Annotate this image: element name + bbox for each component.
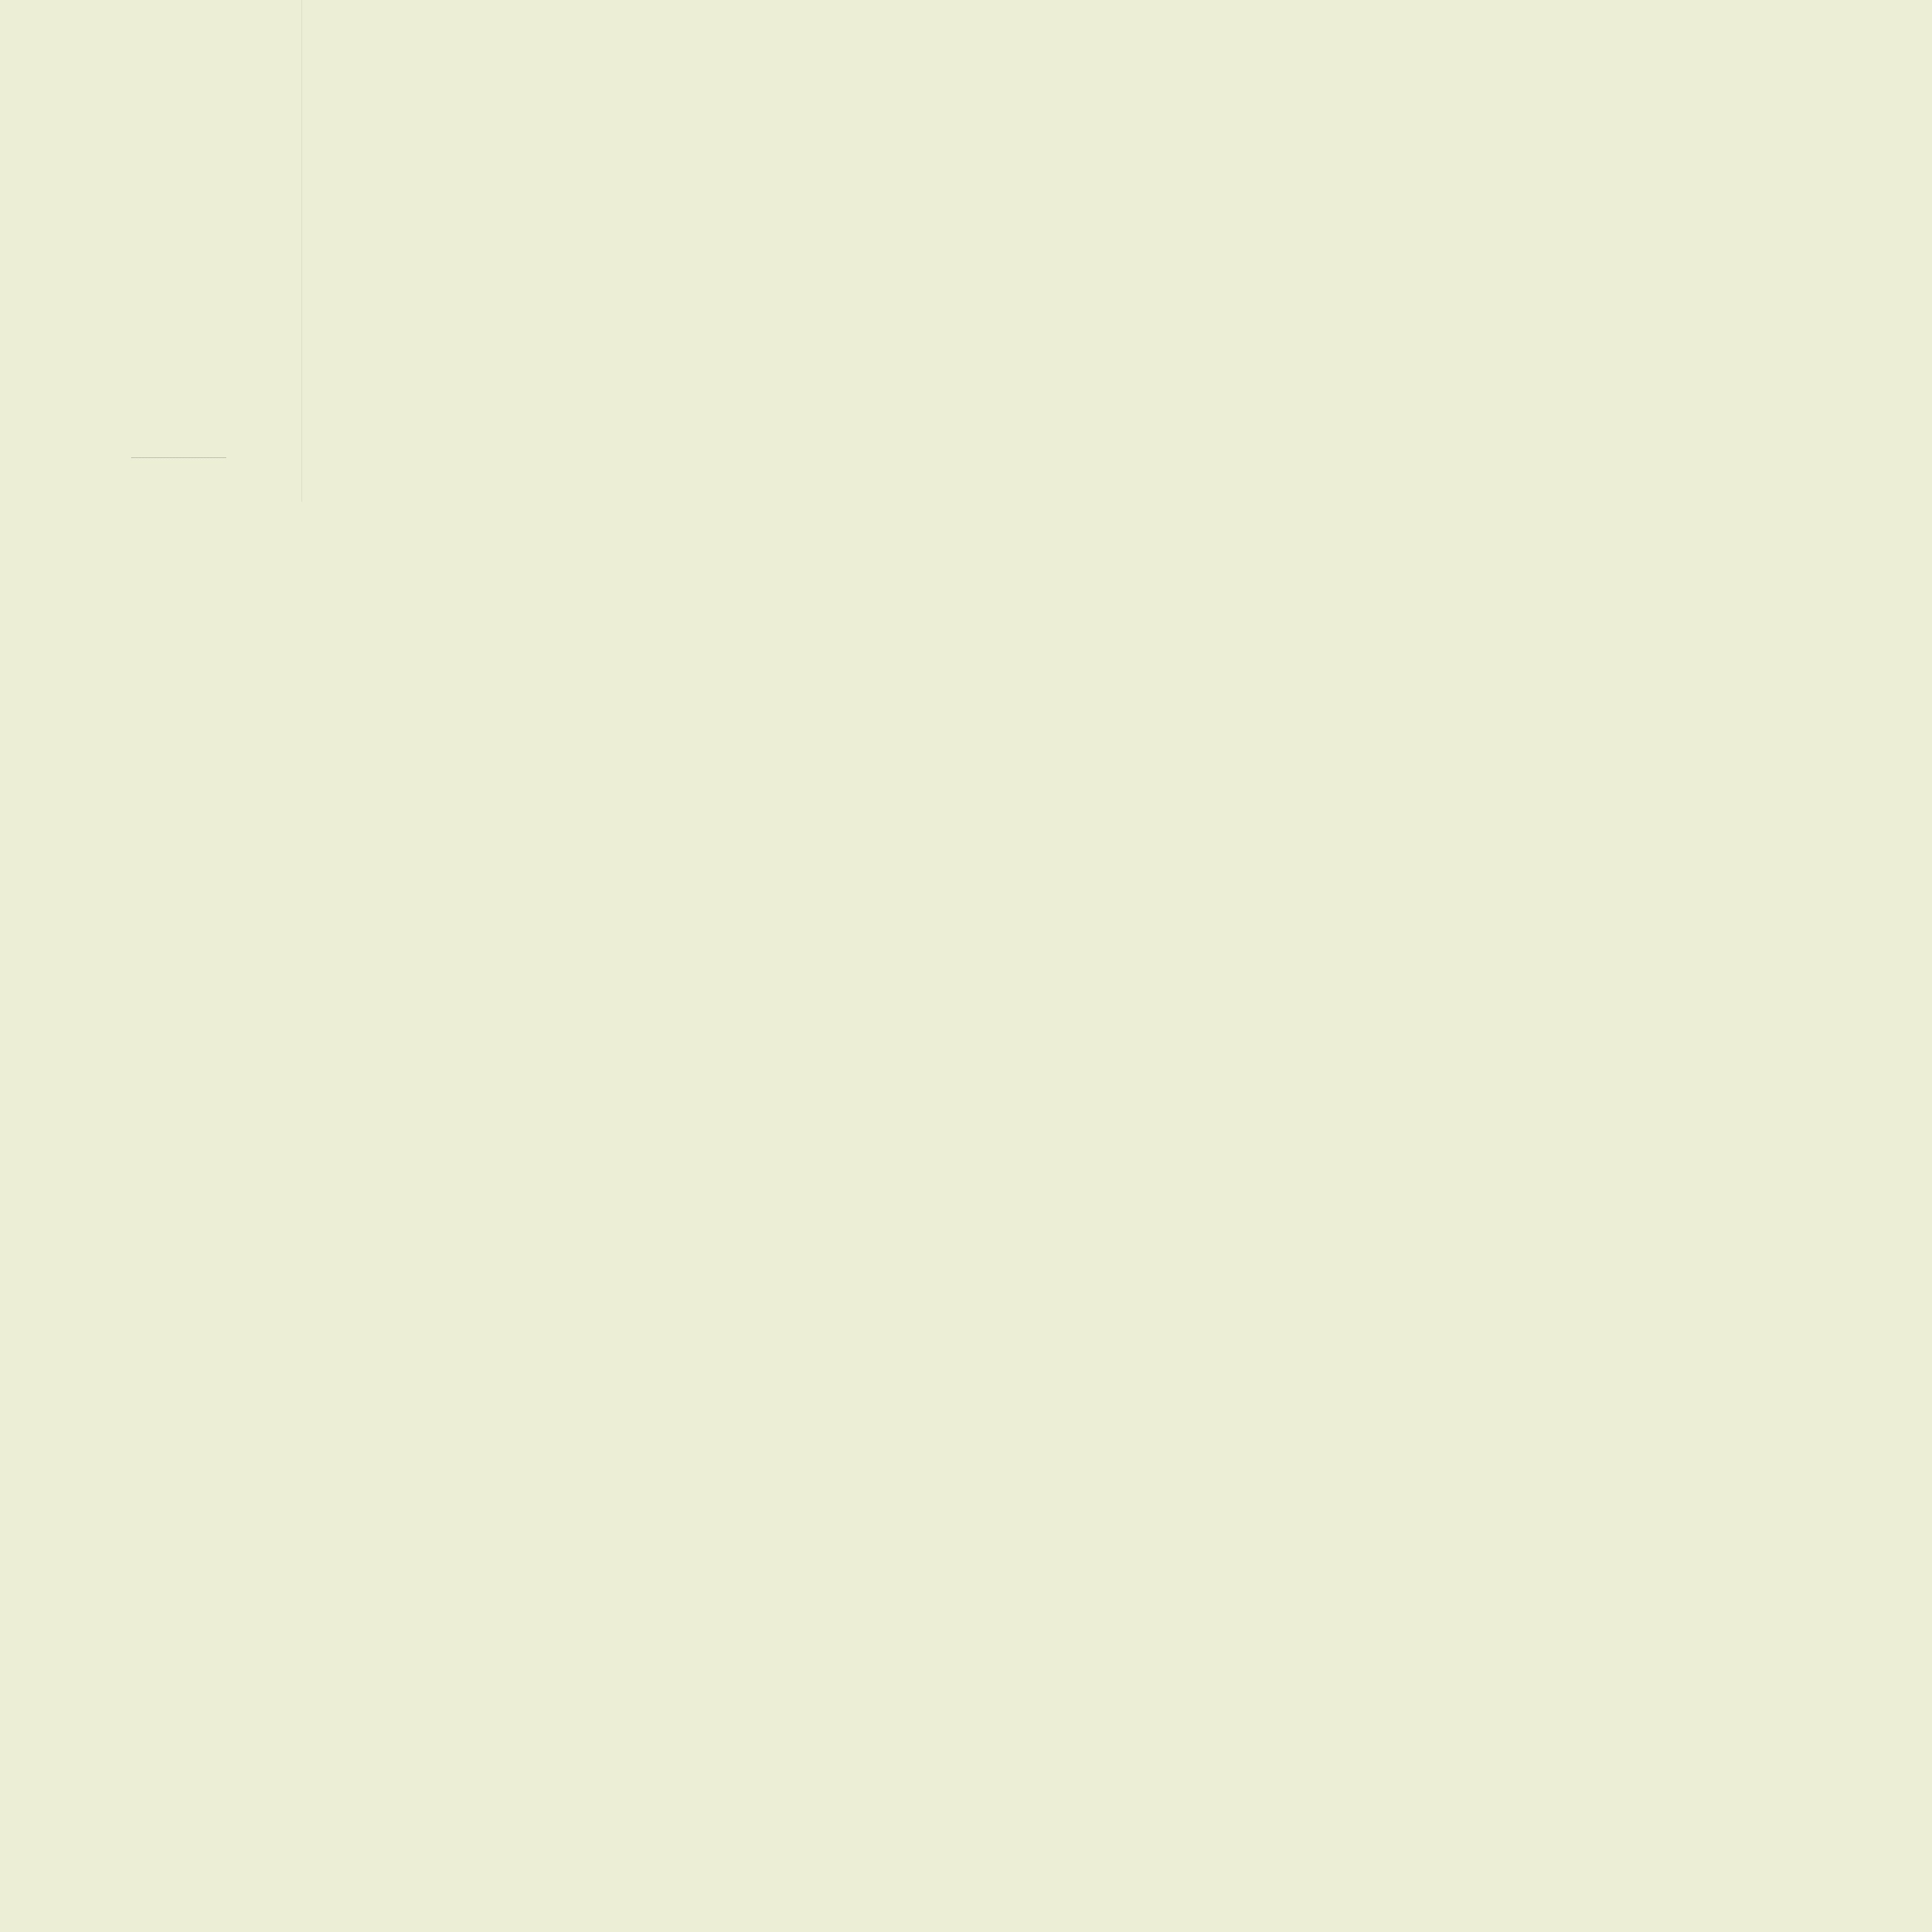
header-col9-residence [316,24,346,70]
header-col13-literacy [414,24,457,33]
header-col11-religion [377,24,395,70]
header-col13a-letter [414,33,426,39]
header-col14a-main [458,40,524,71]
header-col14b-secondary [525,40,588,59]
header-col1-name [36,24,121,70]
header-col7-birthplace [229,24,264,70]
header-col5-marital [185,24,199,70]
header-col3-relation [135,24,168,70]
header-col10-absence [347,24,376,70]
signature-line [131,457,226,458]
header-col13b-letter [427,33,457,39]
header-col14b-letter [525,33,588,39]
header-col8-registration [264,24,304,70]
header-col14b-military [525,60,588,71]
header-col4-age [168,24,185,70]
header-col13b-education [427,40,457,71]
header-col14a-letter [458,33,524,39]
census-table-grid [0,0,606,502]
header-col2-sex [124,24,134,70]
header-col12-language [396,24,413,70]
header-col14-occupation [458,24,587,33]
header-col6-estate [199,24,228,70]
header-col13a-reads [414,40,426,71]
census-form-page [0,0,606,502]
